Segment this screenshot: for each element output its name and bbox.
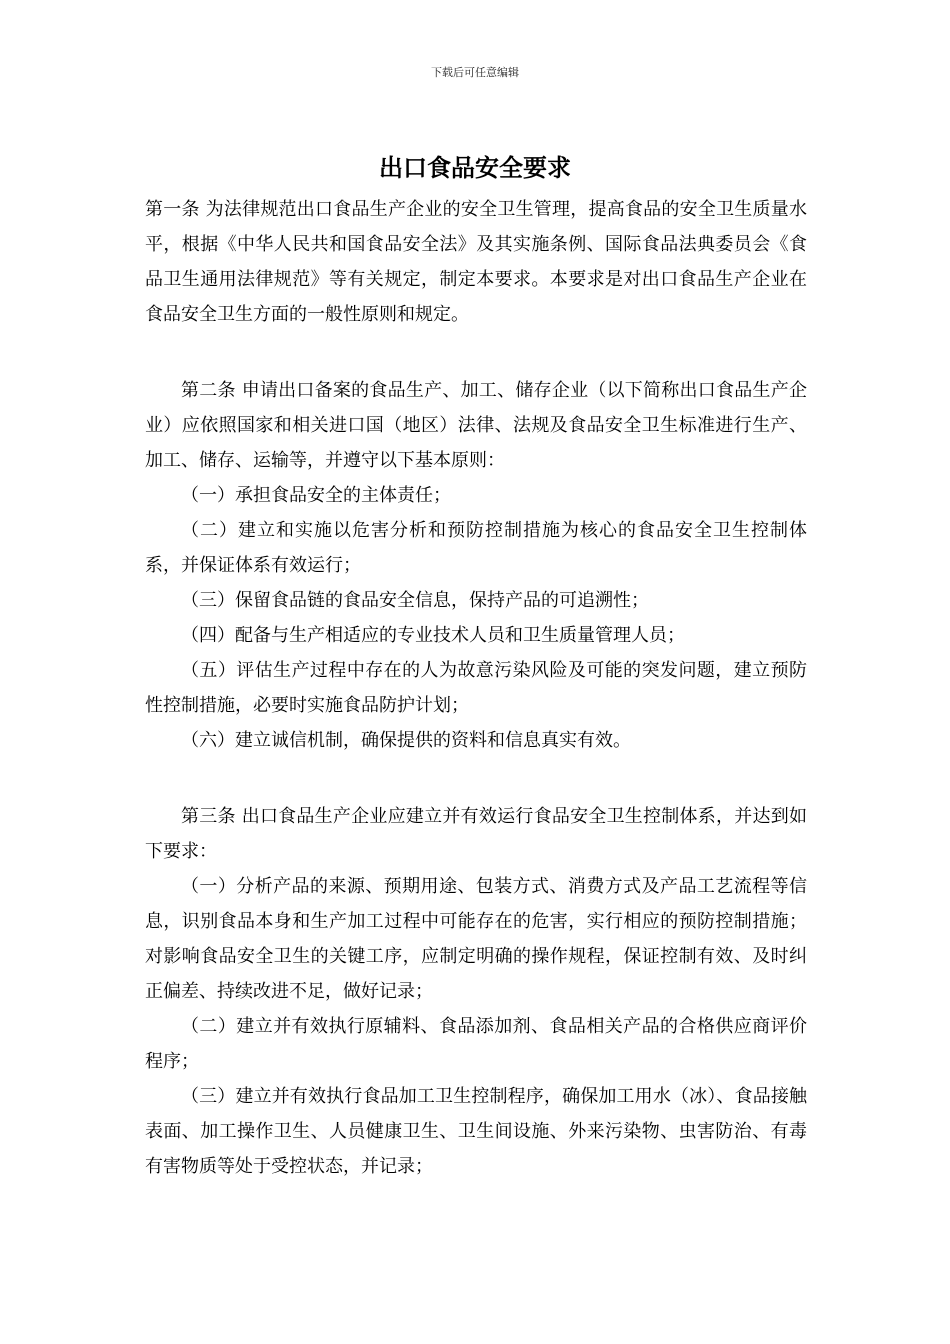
document-title: 出口食品安全要求 <box>379 153 571 182</box>
article-2-intro: 第二条 申请出口备案的食品生产、加工、储存企业（以下简称出口食品生产企业）应依照国家和相关进口国（地区）法律、法规及食品安全卫生标准进行生产、加工、储存、运输等，并遵守以下基本原则： <box>145 380 807 471</box>
article-2-item: （五）评估生产过程中存在的人为故意污染风险及可能的突发问题，建立预防性控制措施，必要时实施食品防护计划； <box>145 660 807 716</box>
article-2-item: （二）建立和实施以危害分析和预防控制措施为核心的食品安全卫生控制体系，并保证体系有效运行； <box>145 520 807 576</box>
header-note: 下载后可任意编辑 <box>431 66 519 79</box>
article-2-item: （四）配备与生产相适应的专业技术人员和卫生质量管理人员； <box>181 625 685 646</box>
article-2-item: （一）承担食品安全的主体责任； <box>181 485 451 506</box>
article-2-item: （六）建立诚信机制，确保提供的资料和信息真实有效。 <box>181 730 631 751</box>
article-3-intro: 第三条 出口食品生产企业应建立并有效运行食品安全卫生控制体系，并达到如下要求： <box>145 806 807 862</box>
article-3 <box>145 799 807 1184</box>
article-1 <box>145 192 807 332</box>
article-1-text: 第一条 为法律规范出口食品生产企业的安全卫生管理，提高食品的安全卫生质量水平，根据《中华人民共和国食品安全法》及其实施条例、国际食品法典委员会《食品卫生通用法律规范》等有关规定，制定本要求。本要求是对出口食品生产企业在食品安全卫生方面的一般性原则和规定。 <box>145 199 807 325</box>
article-3-item: （三）建立并有效执行食品加工卫生控制程序，确保加工用水（冰）、食品接触表面、加工操作卫生、人员健康卫生、卫生间设施、外来污染物、虫害防治、有毒有害物质等处于受控状态，并记录； <box>145 1086 807 1177</box>
article-2-item: （三）保留食品链的食品安全信息，保持产品的可追溯性； <box>181 590 649 611</box>
article-2 <box>145 373 807 758</box>
article-3-item: （二）建立并有效执行原辅料、食品添加剂、食品相关产品的合格供应商评价程序； <box>145 1016 807 1072</box>
article-3-item: （一）分析产品的来源、预期用途、包装方式、消费方式及产品工艺流程等信息，识别食品本身和生产加工过程中可能存在的危害，实行相应的预防控制措施；对影响食品安全卫生的关键工序，应制定明确的操作规程，保证控制有效、及时纠正偏差、持续改进不足，做好记录； <box>145 876 807 1002</box>
